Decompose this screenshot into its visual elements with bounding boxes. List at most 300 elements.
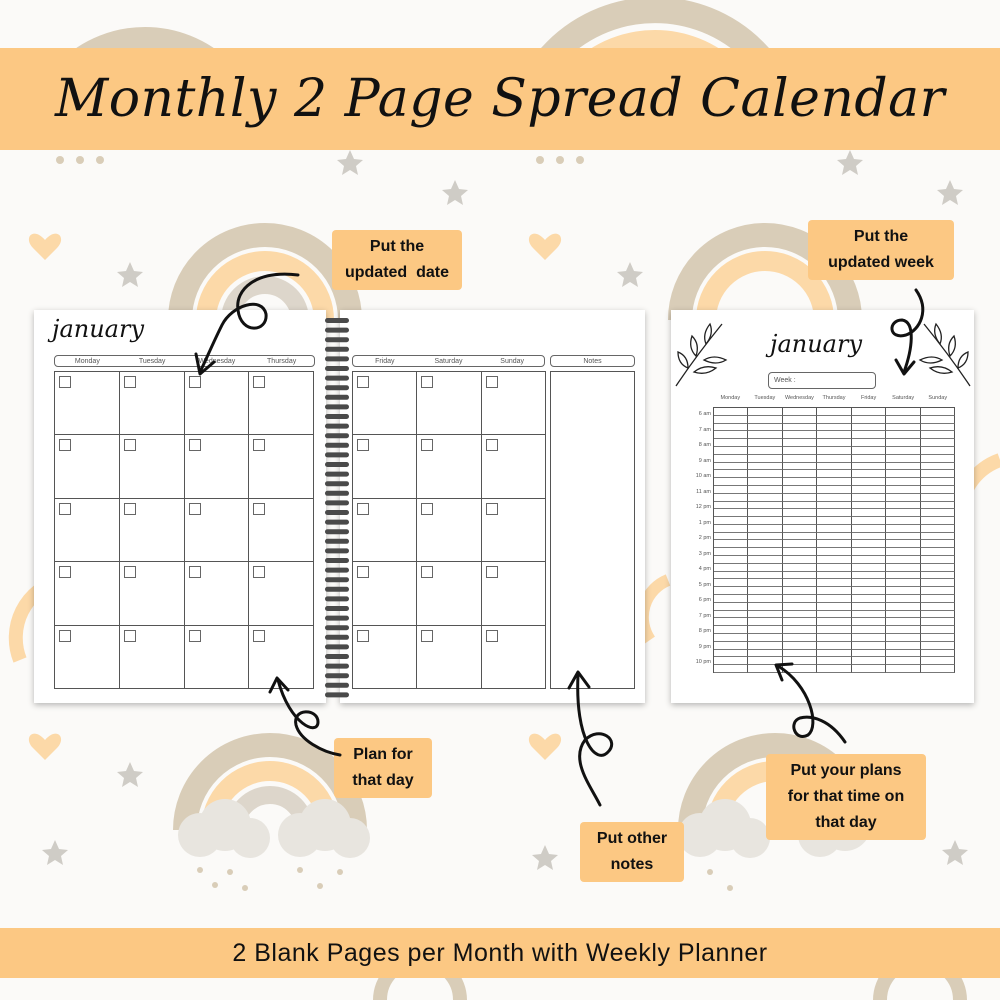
time-slot-cell [748, 439, 782, 447]
time-slot-cell [714, 634, 748, 642]
month-grid-left [54, 371, 314, 689]
spiral-coil [325, 683, 349, 688]
spiral-coil [325, 692, 349, 697]
time-slot-cell [921, 564, 955, 572]
spiral-coil [325, 558, 349, 563]
day-cell [417, 499, 481, 562]
time-slot-cell [921, 447, 955, 455]
time-slot-cell [921, 439, 955, 447]
time-slot-cell [817, 665, 851, 673]
spiral-coil [325, 596, 349, 601]
time-slot-cell [783, 439, 817, 447]
spiral-coil [325, 347, 349, 352]
spiral-coil [325, 510, 349, 515]
time-slot-cell [886, 665, 920, 673]
spiral-coil [325, 337, 349, 342]
time-slot-cell [852, 603, 886, 611]
day-cell [482, 562, 546, 625]
time-label: 5 pm [698, 581, 711, 588]
time-slot-cell [748, 650, 782, 658]
time-slot-cell [817, 494, 851, 502]
day-checkbox [253, 566, 265, 578]
time-slot-cell [886, 486, 920, 494]
time-label: 8 am [698, 442, 711, 448]
time-slot-cell [748, 618, 782, 626]
time-slot-cell [886, 408, 920, 416]
time-slot-cell [748, 447, 782, 455]
time-slot-cell [886, 650, 920, 658]
time-slot-cell [714, 626, 748, 634]
day-label: Monday [74, 357, 100, 365]
time-slot-cell [886, 642, 920, 650]
spiral-coil [325, 433, 349, 438]
time-slot-cell [748, 587, 782, 595]
time-slot-cell [714, 572, 748, 580]
time-slot-cell [852, 665, 886, 673]
time-slot-cell [783, 587, 817, 595]
time-slot-cell [748, 564, 782, 572]
time-slot-cell [817, 439, 851, 447]
time-slot-cell [748, 416, 782, 424]
time-slot-cell [921, 540, 955, 548]
day-cell [482, 499, 546, 562]
time-slot-cell [921, 595, 955, 603]
time-slot-cell [714, 408, 748, 416]
time-slot-cell [852, 470, 886, 478]
time-label: 3 pm [698, 550, 711, 557]
day-checkbox [59, 439, 71, 451]
time-slot-cell [748, 665, 782, 673]
spiral-coil [325, 664, 349, 669]
spiral-binding [324, 314, 350, 700]
day-checkbox [486, 566, 498, 578]
time-slot-cell [817, 657, 851, 665]
time-slot-cell [748, 424, 782, 432]
spiral-coil [325, 414, 349, 419]
time-slot-cell [783, 665, 817, 673]
day-checkbox [486, 439, 498, 451]
time-slot-cell [783, 595, 817, 603]
time-slot-cell [714, 556, 748, 564]
time-slot-cell [714, 595, 748, 603]
time-slot-cell [748, 509, 782, 517]
time-slot-cell [714, 424, 748, 432]
spiral-coil [325, 404, 349, 409]
weekly-day-label: Sunday [928, 395, 948, 401]
time-slot-cell [886, 494, 920, 502]
time-slot-cell [817, 626, 851, 634]
spiral-coil [325, 616, 349, 621]
time-slot-cell [783, 540, 817, 548]
day-cell [185, 372, 250, 435]
day-label: Saturday [434, 357, 463, 365]
time-slot-cell [714, 564, 748, 572]
time-slot-cell [817, 533, 851, 541]
spiral-coil [325, 625, 349, 630]
time-slot-cell [921, 579, 955, 587]
time-slot-cell [817, 486, 851, 494]
spiral-coil [325, 654, 349, 659]
time-slot-cell [921, 587, 955, 595]
time-slot-cell [714, 455, 748, 463]
time-slot-cell [921, 486, 955, 494]
time-slot-cell [783, 431, 817, 439]
time-slot-cell [921, 611, 955, 619]
spiral-coil [325, 520, 349, 525]
weekly-day-label: Saturday [892, 395, 915, 401]
monthly-right-page [340, 310, 645, 703]
time-slot-cell [886, 595, 920, 603]
day-checkbox [253, 630, 265, 642]
time-slot-cell [783, 478, 817, 486]
time-slot-cell [852, 494, 886, 502]
time-slot-cell [748, 595, 782, 603]
day-checkbox [357, 503, 369, 515]
time-slot-cell [852, 540, 886, 548]
time-slot-cell [817, 634, 851, 642]
time-slot-cell [921, 626, 955, 634]
month-title: january [52, 315, 145, 343]
time-slot-cell [921, 634, 955, 642]
time-slot-cell [852, 556, 886, 564]
weekly-day-label: Wednesday [784, 395, 814, 401]
time-slot-cell [748, 572, 782, 580]
day-checkbox [421, 439, 433, 451]
time-label: 10 pm [695, 659, 711, 665]
day-checkbox [59, 566, 71, 578]
day-label: Friday [375, 357, 395, 365]
time-slot-cell [921, 494, 955, 502]
month-grid-right [352, 371, 546, 689]
time-slot-cell [886, 540, 920, 548]
time-slot-cell [714, 439, 748, 447]
notes-label: Notes [583, 357, 602, 365]
time-slot-cell [748, 525, 782, 533]
time-slot-cell [714, 650, 748, 658]
weekly-day-header [713, 395, 955, 401]
time-slot-cell [748, 486, 782, 494]
time-slot-cell [817, 603, 851, 611]
day-checkbox [59, 376, 71, 388]
time-slot-cell [852, 626, 886, 634]
day-cell [55, 435, 120, 498]
spiral-coil [325, 376, 349, 381]
day-cell [482, 435, 546, 498]
time-slot-cell [886, 525, 920, 533]
weekly-day-label: Friday [860, 395, 877, 401]
day-cell [417, 372, 481, 435]
day-cell [417, 562, 481, 625]
day-cell [249, 372, 314, 435]
time-slot-cell [783, 634, 817, 642]
time-slot-cell [748, 579, 782, 587]
time-slot-cell [921, 572, 955, 580]
time-slot-cell [921, 665, 955, 673]
day-checkbox [421, 630, 433, 642]
time-slot-cell [714, 463, 748, 471]
time-slot-cell [783, 564, 817, 572]
time-slot-cell [852, 424, 886, 432]
day-cell [185, 499, 250, 562]
time-slot-cell [852, 564, 886, 572]
weekly-day-label: Thursday [822, 395, 846, 401]
spiral-coil [325, 577, 349, 582]
spiral-coil [325, 318, 349, 323]
day-checkbox [357, 439, 369, 451]
time-slot-cell [783, 509, 817, 517]
time-slot-cell [852, 431, 886, 439]
spiral-coil [325, 606, 349, 611]
time-label: 10 am [695, 473, 711, 479]
day-cell [482, 626, 546, 689]
time-slot-cell [783, 525, 817, 533]
time-slot-cell [921, 548, 955, 556]
time-slot-cell [886, 626, 920, 634]
time-slot-cell [817, 455, 851, 463]
time-slot-cell [783, 470, 817, 478]
spiral-coil [325, 472, 349, 477]
time-slot-cell [714, 509, 748, 517]
time-slot-cell [783, 642, 817, 650]
time-slot-cell [921, 463, 955, 471]
time-slot-cell [783, 603, 817, 611]
time-slot-cell [921, 650, 955, 658]
spiral-coil [325, 539, 349, 544]
time-slot-cell [886, 431, 920, 439]
time-slot-cell [886, 502, 920, 510]
time-slot-cell [748, 431, 782, 439]
leaf-decoration-left [674, 316, 732, 388]
time-slot-cell [852, 517, 886, 525]
time-slot-cell [783, 463, 817, 471]
time-slot-cell [921, 431, 955, 439]
time-slot-cell [921, 408, 955, 416]
weekly-day-label: Tuesday [754, 395, 776, 401]
spiral-coil [325, 500, 349, 505]
spiral-coil [325, 328, 349, 333]
day-checkbox [421, 503, 433, 515]
weekly-day-label: Monday [720, 395, 741, 401]
spiral-coil [325, 452, 349, 457]
time-slot-cell [852, 595, 886, 603]
notes-header [550, 355, 635, 367]
time-slot-cell [748, 408, 782, 416]
time-slot-cell [783, 533, 817, 541]
time-slot-cell [921, 517, 955, 525]
time-slot-cell [714, 665, 748, 673]
day-cell [353, 435, 417, 498]
spiral-coil [325, 356, 349, 361]
day-cell [249, 435, 314, 498]
time-slot-cell [921, 642, 955, 650]
dots-row-top [56, 156, 584, 164]
day-checkbox [124, 630, 136, 642]
day-cell [353, 562, 417, 625]
day-checkbox [357, 566, 369, 578]
day-cell [353, 626, 417, 689]
time-slot-cell [921, 424, 955, 432]
time-slot-cell [886, 556, 920, 564]
time-slot-cell [886, 603, 920, 611]
day-cell [249, 562, 314, 625]
time-slot-cell [886, 439, 920, 447]
time-slot-cell [852, 509, 886, 517]
day-checkbox [486, 376, 498, 388]
time-slot-cell [886, 564, 920, 572]
day-checkbox [253, 503, 265, 515]
weekly-time-grid [713, 407, 955, 673]
time-slot-cell [714, 618, 748, 626]
day-checkbox [59, 503, 71, 515]
rainbow-mid-left [180, 235, 350, 320]
time-slot-cell [714, 416, 748, 424]
time-slot-cell [748, 556, 782, 564]
time-slot-cell [748, 494, 782, 502]
spiral-coil [325, 491, 349, 496]
time-slot-cell [783, 455, 817, 463]
time-slot-cell [886, 572, 920, 580]
callout-text: Put other notes [596, 830, 668, 873]
time-slot-cell [748, 603, 782, 611]
spiral-coil [325, 481, 349, 486]
day-cell [120, 435, 185, 498]
time-slot-cell [783, 618, 817, 626]
time-slot-cell [783, 416, 817, 424]
page-title: Monthly 2 Page Spread Calendar [54, 69, 945, 129]
time-slot-cell [852, 455, 886, 463]
time-label: 8 pm [698, 628, 711, 634]
time-slot-cell [817, 408, 851, 416]
time-slot-cell [714, 517, 748, 525]
time-slot-cell [783, 556, 817, 564]
time-slot-cell [886, 611, 920, 619]
leaf-decoration-right [914, 316, 972, 388]
day-cell [55, 562, 120, 625]
day-label: Tuesday [138, 357, 166, 365]
time-slot-cell [783, 579, 817, 587]
time-slot-cell [921, 455, 955, 463]
time-slot-cell [714, 447, 748, 455]
time-slot-cell [921, 556, 955, 564]
notes-box [550, 371, 635, 689]
time-slot-cell [852, 463, 886, 471]
time-slot-cell [783, 650, 817, 658]
time-label: 2 pm [698, 535, 711, 541]
time-slot-cell [886, 548, 920, 556]
time-slot-cell [714, 533, 748, 541]
day-checkbox [486, 503, 498, 515]
time-slot-cell [714, 548, 748, 556]
time-slot-cell [852, 439, 886, 447]
time-label: 1 pm [698, 519, 711, 526]
time-slot-cell [748, 548, 782, 556]
time-slot-cell [748, 502, 782, 510]
day-checkbox [357, 376, 369, 388]
time-slot-cell [748, 611, 782, 619]
time-slot-cell [921, 470, 955, 478]
day-cell [55, 372, 120, 435]
time-slot-cell [817, 525, 851, 533]
time-slot-cell [817, 572, 851, 580]
time-label: 6 pm [698, 597, 711, 603]
time-slot-cell [817, 416, 851, 424]
time-column [680, 407, 711, 671]
time-slot-cell [886, 579, 920, 587]
time-label: 9 am [698, 457, 711, 464]
day-cell [55, 626, 120, 689]
time-slot-cell [748, 470, 782, 478]
time-slot-cell [921, 533, 955, 541]
spiral-coil [325, 529, 349, 534]
time-slot-cell [748, 642, 782, 650]
cloud-bottom-left [178, 799, 370, 858]
time-slot-cell [817, 587, 851, 595]
day-label: Thursday [267, 357, 297, 365]
day-checkbox [124, 439, 136, 451]
time-slot-cell [714, 478, 748, 486]
day-checkbox [253, 439, 265, 451]
time-slot-cell [714, 494, 748, 502]
day-cell [185, 562, 250, 625]
day-checkbox [421, 566, 433, 578]
time-label: 7 pm [698, 612, 711, 619]
day-checkbox [59, 630, 71, 642]
time-slot-cell [714, 579, 748, 587]
spiral-coil [325, 366, 349, 371]
time-slot-cell [852, 642, 886, 650]
time-slot-cell [921, 416, 955, 424]
time-slot-cell [783, 486, 817, 494]
time-slot-cell [852, 548, 886, 556]
time-slot-cell [852, 525, 886, 533]
day-cell [120, 562, 185, 625]
time-slot-cell [748, 540, 782, 548]
time-label: 4 pm [698, 566, 711, 572]
time-slot-cell [886, 424, 920, 432]
time-slot-cell [852, 447, 886, 455]
time-slot-cell [886, 455, 920, 463]
time-slot-cell [817, 478, 851, 486]
time-slot-cell [714, 603, 748, 611]
time-slot-cell [852, 587, 886, 595]
time-slot-cell [852, 657, 886, 665]
time-slot-cell [748, 455, 782, 463]
time-slot-cell [714, 525, 748, 533]
time-slot-cell [817, 502, 851, 510]
weekday-header-left [54, 355, 315, 367]
title-banner [0, 48, 1000, 150]
time-slot-cell [783, 657, 817, 665]
spiral-coil [325, 635, 349, 640]
page-subtitle: 2 Blank Pages per Month with Weekly Planner [232, 938, 768, 967]
time-slot-cell [817, 463, 851, 471]
time-label: 6 am [698, 411, 711, 417]
time-slot-cell [748, 634, 782, 642]
time-slot-cell [748, 626, 782, 634]
time-slot-cell [817, 642, 851, 650]
callout-text: Put your plans for that time on that day [787, 762, 905, 831]
time-slot-cell [748, 517, 782, 525]
callout-plan-day [334, 738, 432, 798]
time-slot-cell [921, 509, 955, 517]
time-slot-cell [886, 587, 920, 595]
time-slot-cell [817, 556, 851, 564]
time-slot-cell [886, 478, 920, 486]
day-cell [353, 372, 417, 435]
day-cell [120, 626, 185, 689]
time-slot-cell [783, 447, 817, 455]
spiral-coil [325, 673, 349, 678]
